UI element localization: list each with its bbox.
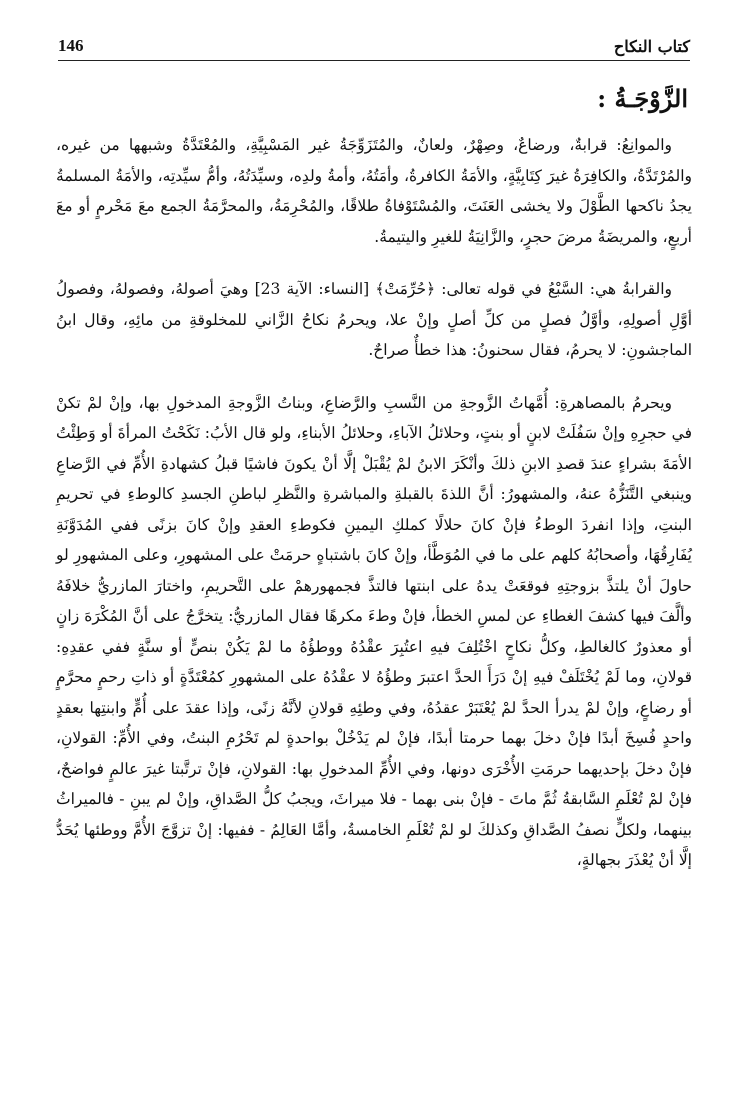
quran-quote: ﴿حُرِّمَتْ﴾	[375, 280, 436, 298]
kinship-text-before: والقرابةُ هي: السَّبْعُ في قوله تعالى:	[435, 280, 673, 298]
running-title: كتاب النكاح	[613, 37, 690, 56]
paragraph-kinship	[56, 274, 692, 366]
kinship-text-after: [النساء: الآية 23] وهيَ أصولهُ، وفصولهُ، وفصولُ أوَّلِ أصولِهِ، وأوَّلُ فصلٍ من كلِّ أصلٍ وإنْ علا، ويحرمُ نكاحُ الزَّاني للمخلوقةِ من مائِهِ، وقال ابنُ الماجشونِ: لا يحرمُ، فقال سحنونُ: هذا خطأٌ صراحٌ.	[56, 280, 692, 359]
page-header	[58, 30, 690, 61]
section-heading: الزَّوْجَـةُ :	[597, 84, 688, 113]
page-number: 146	[58, 36, 84, 55]
paragraph-affinity: ويحرمُ بالمصاهرةِ: أُمَّهاتُ الزَّوجةِ من النَّسبِ والرَّضاعِ، وبناتُ الزَّوجةِ المدخولِ بها، وإنْ لمْ تكنْ في حجرِهِ وإنْ سَفُلَتْ لابنٍ أو بنتٍ، وحلائلُ الآباءِ، وحلائلُ الأبناءِ، ولو قال الأبُ: نَكَحْتُ المرأةَ أو وَطِئْتُ الأمَةَ بشراءٍ عندَ قصدِ الابنِ ذلكَ وأنْكَرَ الابنُ لمْ يُقْبَلْ إلَّا أنْ يكونَ فاشيًا قبلُ كشهادةِ الأُمِّ في الرَّضاعِ وينبغي التَّنَزُّهُ عنهُ، والمشهورُ: أنَّ اللذةَ بالقبلةِ والمباشرةِ والنَّظرِ لباطنِ الجسدِ كالوطءِ في تحريمِ البنتِ، وإذا انفردَ الوطءُ فإنْ كانَ حلالًا كملكِ اليمينِ فكوطءِ العقدِ وإنْ كانَ بزنًى ففي المُدَوَّنَةِ يُفَارِقُهَا، وأصحابُهُ كلهم على ما في المُوَطَّأ، وإنْ كانَ باشتباهٍ حرمَتْ على المشهورِ، وعلى المشهورِ لو حاولَ أنْ يلتذَّ بزوجتِهِ فوقعَتْ يدهُ على ابنتها فالتذَّ فجمهورهمْ على التَّحريمِ، واختارَ المازريُّ خلافَهُ وألَّفَ فيها كشفَ الغطاءِ عن لمسِ الخطأ، فإنْ وطءَ مكرهًا فقال المازريُّ: يتخرَّجُ على أنَّ المُكْرَهَ زانٍ أو معذورٌ كالغالطِ، وكلُّ نكاحٍ اخْتُلِفَ فيهِ اعتُبِرَ عقْدُهُ ووطؤُهُ ما لمْ يَكُنْ بنصٍّ أو سنَّةٍ ففي عقدِهِ: قولانِ، وما لَمْ يُخْتَلَفْ فيهِ إنْ دَرَأَ الحدَّ اعتبرَ وطؤُهُ لا عقْدُهُ على المشهورِ كمُعْتَدَّةٍ أو ذاتِ رحمٍ محرَّمٍ أو رضاعٍ، وإنْ لمْ يدرأ الحدَّ لمْ يُعْتَبَرْ عقدُهُ، وفي وطئِهِ قولانِ لأنَّهُ زنًى، وإذا عقدَ على أُمٍّ وابنتِها بعقدٍ واحدٍ فُسِخَ أبدًا فإنْ دخلَ بهما حرمتا أبدًا، فإنْ لم يَدْخُلْ بواحدةٍ لم تَحْرُمِ البنتُ، وفي الأُمِّ: القولانِ، فإنْ دخلَ بإحديهما حرمَتِ الأُخْرَى دونها، وفي الأُمِّ المدخولِ بها: القولانِ، فإنْ ترتَّبتا غيرَ عالمٍ فواضحٌ، فإنْ لمْ تُعْلَمِ السَّابقةُ ثُمَّ ماتَ - فإنْ بنى بهما - فلا ميراثَ، ويجبُ كلُّ الصَّداقِ، وإنْ لم يبنِ - فالميراثُ بينهما، ولكلٍّ نصفُ الصَّداقِ وكذلكَ لو لمْ تُعْلَمِ الخامسةُ، وأمَّا العَالِمُ - ففيها: إنْ تزوَّجَ الأُمَّ ووطئها يُحَدُّ إلَّا أنْ يُعْذَرَ بجهالةٍ،	[56, 393, 692, 869]
body-text	[56, 130, 692, 876]
paragraph-impediments: والموانِعُ: قرابةٌ، ورضاعٌ، وصِهْرٌ، ولعانٌ، والمُتَزَوِّجَةُ غير المَسْبِيَّةِ، والمُعْتَدَّةُ وشبهها من غيره، والمُرْتَدَّةُ، والكافِرَةُ غيرَ كِتَابِيَّةٍ، والأمَةُ الكافرةُ، وأمَتُهُ، وأمةُ ولدِه، وسيِّدَتُهُ، وأمُّ سيِّدتِه، والأمَةُ المسلمةُ يجدُ ناكحها الطَّوْلَ ولا يخشى العَنَتَ، والمُسْتَوْفاةُ طلاقًا، والمُحْرِمَةُ، والمحرَّمَةُ الجمع معَ مَحْرمٍ أو معَ أربعٍ، والمريضَةُ مرضَ حجرٍ، والزَّانِيَةُ للغيرِ واليتيمةُ.	[56, 136, 692, 246]
